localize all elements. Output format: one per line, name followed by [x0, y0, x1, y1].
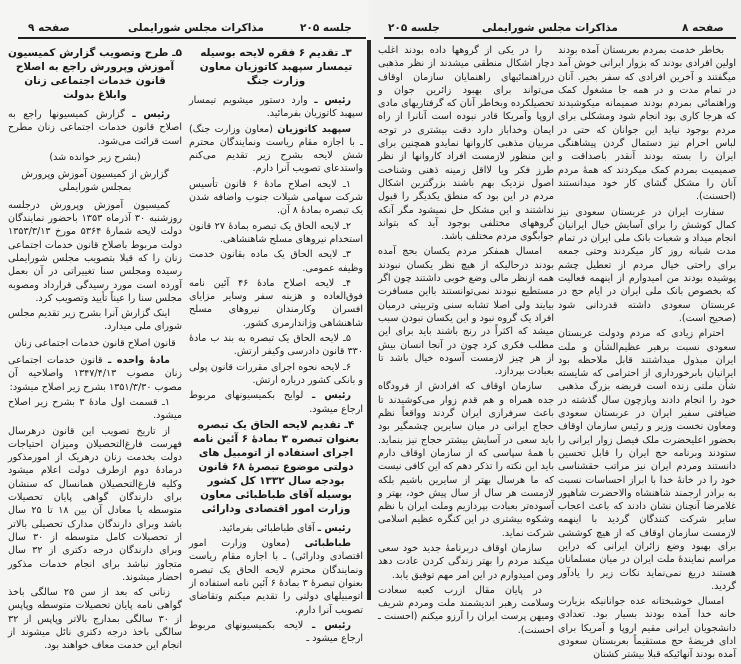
speaker-name: مادهٔ واحده ـ — [107, 355, 170, 367]
speaker-name: رئیس ـ — [312, 390, 351, 402]
paragraph — [189, 389, 363, 416]
paragraph — [189, 522, 363, 535]
header-rule — [384, 37, 736, 39]
column — [8, 44, 182, 655]
paragraph — [189, 178, 363, 218]
text: (معاون وزارت جنگ) ـ با اجازه مقام ریاست ونمایندگان محترم شش لایحه بشرح زیر تقدیم می‌کنم واستدعای تصویب آنرا دارم. — [189, 123, 363, 175]
text: لایحه بکمیسیونهای مربوط ارجاع میشود ـ — [189, 619, 363, 645]
text: قانون خدمات اجتماعی زنان مصوب ۱۳۴۷/۴/۱۳ واصلاحیه آن مصوب ۱۳۵۱/۳/۳۰ بشرح زیر اصلاح میشود: — [8, 355, 182, 393]
paragraph — [189, 277, 363, 330]
text: (معاون وزارت امور اقتصادی ودارائی) ـ با اجازه مقام ریاست ونمایندگان محترم لایحه الحاق یک تبصره بعنوان تبصرهٔ ۳ بمادهٔ ۶ آئین نامه استفاده از اتومبیلهای دولتی را تقدیم میکنم وتقاضای تصویب آنرا دارم. — [189, 538, 363, 616]
paragraph — [8, 354, 182, 394]
running-title: مذاکرات مجلس شورایملی — [482, 22, 618, 34]
text: (بشرح زیر خوانده شد) — [49, 151, 141, 163]
text: ۳ـ تقدیم ۶ فقره لایحه بوسیله تیمسار سپهبد کاتوزیان معاون وزارت جنگ — [199, 47, 353, 87]
paragraph — [189, 619, 363, 646]
text: ۵ـ لایحه الحاق یک تبصره به بند ب مادهٔ ۳۳۰ قانون دادرسی وکیفر ارتش. — [189, 333, 363, 358]
speaker-name: طباطبائی — [304, 538, 351, 550]
text: ۱ـ قسمت اول مادهٔ ۳ بشرح زیر اصلاح میشود. — [8, 396, 182, 422]
text: ۱ـ لایحه اصلاح مادهٔ ۶ قانون تأسیس شرکت سهامی شیلات جنوب واضافه شدن یک تبصره بمادهٔ ۸ آن. — [189, 178, 363, 217]
paragraph — [378, 542, 554, 582]
column — [558, 44, 736, 664]
paragraph — [189, 361, 363, 388]
paragraph — [558, 327, 736, 593]
text: امسال همفکر مردم یکسان بحج آمده بودند درحالیکه از هیچ نظر یکسان نبودند همه ازنظر مالی وضع خوبی داشتند چون اگر مستطیع نبودند نمی‌توانستند بااین مسافرت بیایند ولی اصلا تشابه سنی وتربیتی درمیان افراد یک گروه نبود و این یکسان نبودن سبب میشد که اکثراً در رنج باشند باید برای این مطلب فکری کرد چون در آنجا انسان بیش از هر چیز لازمست آسوده خیال باشد تا بعبادت بپردازد. — [378, 246, 554, 378]
paragraph — [378, 245, 554, 378]
page-divider — [367, 40, 371, 600]
section-heading — [8, 46, 182, 102]
column — [378, 44, 554, 639]
paragraph — [558, 44, 736, 204]
paragraph — [558, 595, 736, 661]
paragraph — [8, 199, 182, 305]
centered-line — [8, 168, 182, 195]
text: سفارت ایران در عربستان سعودی نیز کمال کوشش را برای آسایش خیال ایرانیان انجام میداد و شعبات بانک ملی ایران در تمام مدت شبانه روز کار میکردند وحتی جمعه برای راحتی خیال مردم از تعطیل چشم پوشیده بودند من امیدوارم از اینهمه فعالیت که بخصوص بانک ملی ایران در ایام حج در عربستان سعودی داشته قدردانی شود (صحیح است). — [558, 206, 736, 324]
session-number: جلسه ۲۰۵ — [388, 22, 440, 34]
text: را در یکی از گروهها داده بودند اغلب دچار اشکال منطقی میشدند از نظر مذهبی درراهنمائیهای راهنمایان سازمان اوقاف می‌تواند برای بهبود زائرین جوان و تحصیلکرده وبخاطر آنان که گرفتاریهای مادی اروپا وآمریکا قادر نبوده است آنانرا از راه ایمان وخداباز دارد دقت بیشتری در توجه مربیان مذهبی کاروانها نمایدو همچنین برای این منظور لازمست افراد کاروانها از نظر طرز فکر ویا لااقل زمینه ذهنی وشناخت اصول نزدیک بهم باشند بزرگترین اشکال مردم در این بود که منطق یکدیگر را قبول نداشتند و این مشکل حل نمیشود مگر آنکه گروههای مختلفی بوجود آید که بتواند جوابگوی مردم مختلف باشد. — [378, 45, 554, 243]
paragraph — [189, 332, 363, 359]
text: کمیسیون آموزش وپرورش درجلسه روزشنبه ۳۰ آذرماه ۱۳۵۳ باحضور نمایندگان دولت لایحه شمارهٔ ۵۳۶۴ مورخ ۱۳۵۳/۳/۱۳ دولت مربوط باصلاح قانون خدمات اجتماعی زنان را که قبلا بتصویب مجلس شورایملی رسیده ومجلس سنا تغییراتی در آن بعمل آورده است مورد رسیدگی قرارداد ومصوبه مجلس سنا را عیناً تأیید وتصویب کرد. — [8, 199, 183, 304]
running-title: مذاکرات مجلس شورایملی — [128, 22, 264, 34]
text: قانون اصلاح قانون خدمات اجتماعی زنان — [14, 337, 176, 349]
column — [189, 44, 363, 648]
page-number: صفحه ۸ — [682, 22, 724, 34]
text: سازمان اوقاف که افرادش از فرودگاه جده همراه و هم قدم زوار می‌کوشیدند تا باعث سرفرازی ایران گردند وواقعاً نظم حجاج ایرانی در میان سایرین چشمگیر بود باید سعی در آسایش بیشتر حجاج نیز بنماید. با همهٔ سپاسی که از سازمان اوقاف دارم باید این نکته را تذکر دهم که این کافی نیست که ما هرسال بهتر از سایرین باشیم بلکه لازمست هر سال از سال پیش خود، بهتر و آسوده‌تر بعبادت بپردازیم وملت ایران با نظم وشکوه بیشتری در این کنگره عظیم اسلامی شرکت نماید. — [378, 381, 554, 539]
paragraph — [189, 248, 363, 275]
text: ۵ـ طرح وتصویب گزارش کمیسیون آموزش وپرورش راجع به اصلاح قانون خدمات اجتماعی زنان وابلاغ بدولت — [8, 47, 182, 101]
paragraph — [189, 94, 363, 121]
text: احترام زیادی که مردم ودولت عربستان سعودی نسبت برهبر عظیم‌الشأن و ملت ایران مبذول میداشتند قابل ملاحظه بود ایرانیان بابرخورداری از احترامی که شایسته شأن ملتی زنده است فریضه بزرگ مذهبی خود را انجام دادند وبازچون سال گذشته در ضیافتی سفیر ایران در عربستان سعودی ومعاون نخست وزیر و رئیس سازمان اوقاف بحضور اعلیحضرت ملک فیصل زوار ایرانی را ستودند وبرنامه حج ایران را قابل تحسین دانستند ومردم ایران نیز مراتب حقشناسی خود را در خانهٔ خدا با ابراز احساسات نسبت به برادر ارجمند شاهنشاه والاحضرت شاهپور غلامرضا آنچنان نشان دادند که باعث اعجاب سایر شرکت کنندگان گردید با اینهمه لازمست سازمان اوقاف که از هیچ کوششی برای بهبود وضع زائران ایرانی که دراین مراسم نمایندهٔ ملت ایران در میان مسلمانان هستند دریغ نمی‌نماید نکات زیر را یادآور گردید. — [558, 328, 736, 592]
paragraph — [189, 537, 363, 617]
speaker-name: سپهبد کاتوزیان — [277, 123, 352, 135]
text: امسال خوشبختانه عده جوانانیکه بزیارت خانه خدا آمده بودند بسیار بود. تعدادی دانشجویان ایرانی مقیم اروپا و آمریکا برای ادای فریضهٔ حج مستقیماً بعربستان سعودی آمده بودند آنهائیکه قبلا بیشتر کشتان — [558, 596, 736, 661]
paragraph — [558, 206, 736, 326]
paragraph — [8, 307, 182, 334]
text: در پایان مقال ازرب کعبه سعادت وسلامت رهبر اندیشمند ملت ومردم شریف ومیهن پرست ایران را آرزو میکنم (احسنت ـ احسنت). — [378, 584, 554, 636]
text: بخاطر خدمت بمردم بعربستان آمده بودند اولین افرادی بودند که بزوار ایرانی خوش آمد میگفتند و آخرین افرادی که سفر بخیر. آنان در تمام مدت و در همه جا مشغول کمک وراهنمائی بمردم بودند صمیمانه میکوشیدند که هرجا کاری بود انجام شود ومشکلی برای مردم بوجود نیاید این جوانان که حتی در لباس احرام نیز دستمال گردن پیشاهنگی ایران را بسته بودند آنقدر باصداقت و صمیمیت بمردم کمک میکردند که همهٔ مردم آنان را مشکل گشای کار خود میدانستند (احسنت). — [558, 45, 736, 203]
text: گزارش کمیسیونها راجع به اصلاح قانون خدمات اجتماعی زنان مطرح است قرائت می‌شود. — [8, 109, 182, 147]
text: ۲ـ لایحه الحاق یک تبصره بمادهٔ ۲۷ قانون استخدام نیروهای مسلح شاهنشاهی. — [189, 220, 363, 245]
paragraph — [378, 380, 554, 540]
speaker-name: رئیس ـ — [314, 95, 351, 106]
text: ۶ـ لایحه نحوه اجرای مقررات قانون پولی و بانکی کشور درباره ارتش. — [189, 361, 363, 386]
speaker-name: رئیس ـ — [132, 109, 170, 120]
text: از تاریخ تصویب این قانون درهرسال فهرست فارغ‌التحصیلان ومیزان احتیاجات دولت بخدمت زنان درهریک از امورمذکور درمادهٔ دوم ازطرف دولت اعلام میشود وکلیه فارغ‌التحصیلان همانسال که سنشان برای دارندگان گواهی پایان تحصیلات متوسطه یا معادل آن بین ۱۸ تا ۲۵ سال باشد وبرای دارندگان مدارک تحصیلی بالاتر از تحصیلات کامل متوسطه از ۳۰ سال وبرای دارندگان درجه دکتری از ۳۲ سال متجاوز نباشد برای انجام خدمات مذکور احضار میشوند. — [8, 425, 182, 583]
text: آقای طباطبائی بفرمائید. — [218, 522, 318, 534]
text: زنانی که بعد از سن ۲۵ سالگی باخذ گواهی نامه پایان تحصیلات متوسطه وپاپس از ۳۰ سالگی بمدارج بالاتر وپاپس از ۳۲ سالگی باخذ درجه دکتری نائل میشوند از انجام این خدمت معاف خواهند بود. — [8, 587, 182, 652]
paragraph — [8, 586, 182, 652]
paragraph — [378, 44, 554, 243]
paragraph — [189, 220, 363, 247]
text: گزارش از کمیسیون آموزش وپرورش بمجلس شورایملی — [21, 169, 169, 194]
paragraph — [8, 396, 182, 423]
text: سازمان اوقاف دربرنامهٔ جدید خود سعی میکند مردم را بهتر زندگی کردن عادت دهد ومن امیدوارم در این امر مهم توفیق یابد. — [378, 542, 554, 581]
page-8 — [372, 0, 741, 661]
text: وارد دستور میشویم تیمسار سپهبد کاتوزیان بفرمائید. — [189, 95, 363, 120]
paragraph — [378, 584, 554, 637]
paragraph — [8, 425, 182, 585]
paragraph — [189, 123, 363, 176]
text: ۴ـ لایحه اصلاح مادهٔ ۴۶ آئین نامه فوق‌العاده و هزینه سفر وسایر مزایای افسران وکارمندان نیروهای مسلح شاهنشاهی وژاندارمری کشور. — [189, 277, 363, 329]
header-rule — [18, 37, 366, 39]
centered-line — [8, 151, 182, 164]
paragraph — [8, 108, 182, 148]
centered-line — [8, 337, 182, 350]
text: اینک گزارش آنرا بشرح زیر تقدیم مجلس شورای ملی میدارد. — [8, 308, 182, 333]
page-number: صفحه ۹ — [28, 22, 70, 34]
session-number: جلسه ۲۰۵ — [300, 22, 352, 34]
section-heading — [189, 418, 363, 516]
page-9 — [0, 0, 368, 652]
text: لوایح بکمیسیونهای مربوط ارجاع میشود. — [189, 390, 363, 415]
speaker-name: رئیس ـ — [317, 522, 351, 534]
text: ۴ـ تقدیم لایحه الحاق یک تبصره بعنوان تبصره ۳ بمادهٔ ۶ آئین نامه اجرای استفاده از اتومبیل های دولتی موضوع تبصرهٔ ۶۸ قانون بودجه سال ۱۳۳۲ کل کشور بوسیله آقای طباطبائی معاون وزارت امور اقتصادی ودارائی — [192, 418, 360, 515]
speaker-name: رئیس ـ — [312, 619, 351, 631]
text: ۳ـ لایحه الحاق یک ماده بقانون خدمت وظیفه عمومی. — [189, 249, 363, 274]
section-heading — [189, 46, 363, 88]
